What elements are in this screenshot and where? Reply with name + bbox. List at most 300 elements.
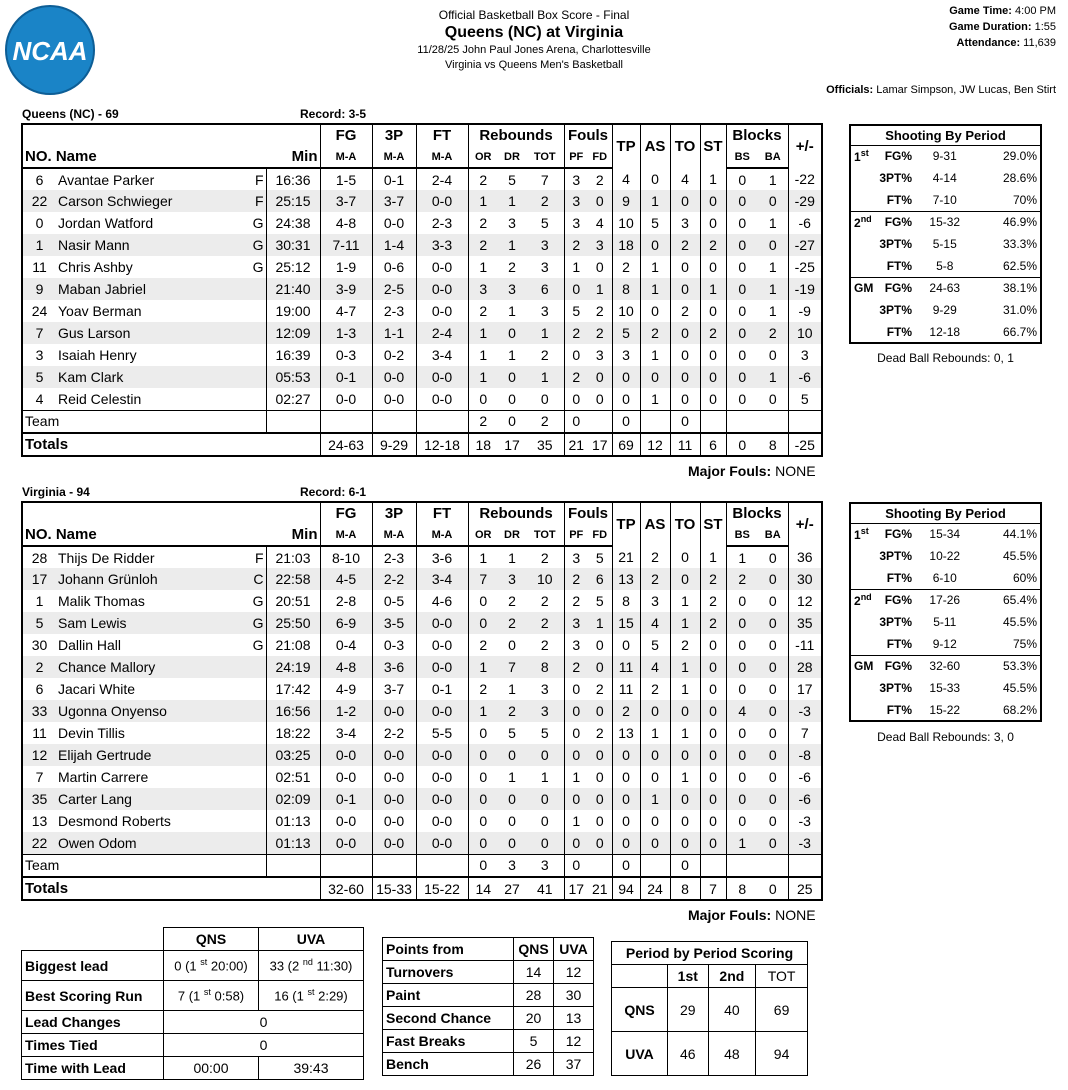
player-number: 33 <box>22 700 56 722</box>
player-minutes: 03:25 <box>266 744 320 766</box>
shooting-stat: 3PT% <box>879 615 913 629</box>
shooting-pct: 28.6% <box>1002 171 1037 185</box>
stat-cell: 0 <box>588 190 612 212</box>
team-row <box>22 410 822 433</box>
stat-cell: 0 <box>468 612 498 634</box>
major-fouls-value: NONE <box>775 463 816 479</box>
stat-cell: 1 <box>726 832 758 854</box>
player-row <box>22 766 822 788</box>
cell <box>758 410 788 433</box>
stat-cell: 0-0 <box>416 810 468 832</box>
shooting-made-attempted: 15-33 <box>929 681 961 695</box>
cell <box>640 854 670 877</box>
game-duration: 1:55 <box>1034 21 1056 33</box>
player-position: F <box>246 190 266 212</box>
player-name: Chris Ashby <box>58 259 133 275</box>
player-row <box>22 546 822 568</box>
stat-cell: 0 <box>726 256 758 278</box>
stat-cell: 2 <box>526 612 564 634</box>
best-run-label: Best Scoring Run <box>22 981 164 1011</box>
player-row <box>22 788 822 810</box>
player-name: Carson Schwieger <box>56 190 246 212</box>
stat-cell: 1 <box>758 366 788 388</box>
stat-cell: 3 <box>540 681 549 697</box>
shooting-period <box>850 189 876 211</box>
stat-cell: 0 <box>726 744 758 766</box>
team2-name: Virginia - 94 <box>22 485 90 499</box>
stat-cell: 3 <box>564 168 588 190</box>
cell <box>372 410 416 433</box>
stat-cell: 4-9 <box>320 678 372 700</box>
stat-cell: 0 <box>508 813 516 829</box>
col-as: AS <box>640 502 670 546</box>
shooting-pct: 60% <box>975 567 1042 589</box>
stat-cell: 0 <box>700 634 726 656</box>
stat-cell: 2 <box>595 171 604 188</box>
team1-major-fouls <box>688 463 816 479</box>
shooting-made-attempted: 4-14 <box>932 171 957 185</box>
player-name: Chance Mallory <box>56 656 246 678</box>
stat-cell: 1 <box>640 722 670 744</box>
stat-cell: 0-6 <box>372 256 416 278</box>
stat-cell: 5-5 <box>416 722 468 744</box>
stat-cell: 5 <box>595 549 604 566</box>
stat-cell: 0 <box>595 637 604 653</box>
player-name: Gus Larson <box>56 322 246 344</box>
totals-cell: 94 <box>612 877 640 900</box>
stat-cell: 1-4 <box>372 234 416 256</box>
stat-cell: 4 <box>612 168 640 190</box>
shooting-pct: 33.3% <box>1002 237 1037 251</box>
stat-cell: 0 <box>726 766 758 788</box>
stat-cell: 3 <box>640 590 670 612</box>
col-3p: 3P <box>372 124 416 146</box>
team2-shooting <box>849 502 1042 722</box>
totals-cell: 21 <box>588 877 612 900</box>
stat-cell: 1 <box>726 546 758 568</box>
stat-cell: 1 <box>768 171 777 188</box>
stat-cell: 0-0 <box>416 788 468 810</box>
stat-cell: 10 <box>612 300 640 322</box>
shooting-row <box>850 633 1041 655</box>
shooting-period: GM <box>854 281 874 296</box>
stat-cell: 0 <box>640 300 670 322</box>
stat-cell: 0 <box>726 300 758 322</box>
summary-col-uva: UVA <box>259 928 364 951</box>
stat-cell: 0 <box>768 593 777 609</box>
player-name: Ugonna Onyenso <box>56 700 246 722</box>
attendance-label: Attendance: <box>956 37 1021 49</box>
header-blank <box>266 502 320 524</box>
col-fg: FG <box>320 124 372 146</box>
period-team: UVA <box>612 1032 668 1076</box>
team2-box <box>21 501 823 901</box>
shooting-stat: 3PT% <box>879 549 913 563</box>
stat-cell: 13 <box>612 568 640 590</box>
col-st: ST <box>700 124 726 168</box>
points-from-qns: 14 <box>514 961 554 984</box>
player-row <box>22 832 822 854</box>
totals-cell: 18 <box>468 433 498 456</box>
stat-cell: 0 <box>612 634 640 656</box>
stat-cell: 0 <box>498 744 526 766</box>
player-minutes: 25:15 <box>266 190 320 212</box>
stat-cell: 1 <box>468 344 498 366</box>
stat-cell: 4-8 <box>320 212 372 234</box>
player-name: Desmond Roberts <box>58 813 171 829</box>
stat-cell: 0 <box>670 744 700 766</box>
col-pf: PF <box>564 146 588 168</box>
stat-cell: 7-11 <box>320 234 372 256</box>
team2-shooting-table <box>849 502 1042 722</box>
stat-cell: 3-4 <box>416 344 468 366</box>
player-position <box>246 322 266 344</box>
team1-box <box>21 123 823 457</box>
stat-cell: 1 <box>640 256 670 278</box>
stat-cell: 0 <box>768 813 777 829</box>
stat-cell: 3-4 <box>320 722 372 744</box>
player-row <box>22 278 822 300</box>
shooting-made-attempted: 15-22 <box>929 702 961 717</box>
stat-cell: 0 <box>564 788 588 810</box>
shooting-row <box>850 611 1041 633</box>
player-number: 3 <box>22 344 56 366</box>
stat-cell: -6 <box>788 366 822 388</box>
stat-cell: 2-3 <box>372 300 416 322</box>
stat-cell: 1 <box>508 769 516 785</box>
cell <box>266 854 320 877</box>
points-from-label: Turnovers <box>383 961 514 984</box>
stat-cell: -6 <box>788 766 822 788</box>
stat-cell: 0 <box>700 722 726 744</box>
game-time: 4:00 PM <box>1015 5 1056 17</box>
stat-cell: 3 <box>564 634 588 656</box>
shooting-pct: 68.2% <box>1002 702 1037 717</box>
stat-cell: 0-0 <box>416 656 468 678</box>
player-row <box>22 388 822 410</box>
totals-cell: 24 <box>640 877 670 900</box>
points-from-title: Points from <box>383 938 514 961</box>
totals-cell: 11 <box>670 433 700 456</box>
stat-cell: -3 <box>788 832 822 854</box>
player-minutes: 22:58 <box>266 568 320 590</box>
team2-box-table <box>21 501 823 901</box>
cell <box>612 965 668 988</box>
col-to: TO <box>670 502 700 546</box>
player-name: Isaiah Henry <box>58 347 137 363</box>
lead-changes-label: Lead Changes <box>22 1011 164 1034</box>
totals-cell: 25 <box>788 877 822 900</box>
stat-cell: 2 <box>700 234 726 256</box>
player-name: Nasir Mann <box>56 234 246 256</box>
shooting-period <box>850 633 876 655</box>
player-row <box>22 700 822 722</box>
player-position: G <box>252 593 264 609</box>
stat-cell: 0 <box>700 788 726 810</box>
stat-cell: 7 <box>540 171 549 188</box>
game-info <box>949 3 1056 51</box>
stat-cell: 0-0 <box>372 810 416 832</box>
player-name: Elijah Gertrude <box>56 744 246 766</box>
player-number: 7 <box>22 322 56 344</box>
team-to: 0 <box>670 854 700 877</box>
stat-cell: 3-7 <box>372 190 416 212</box>
player-number: 11 <box>22 256 56 278</box>
col-tp: TP <box>612 124 640 168</box>
cell <box>700 854 726 877</box>
stat-cell: 0 <box>700 256 726 278</box>
stat-cell: 2-4 <box>416 168 468 190</box>
stat-cell: 5 <box>788 388 822 410</box>
stat-cell: 0 <box>726 590 758 612</box>
shooting-stat: 3PT% <box>879 303 913 317</box>
stat-cell: 2 <box>564 366 588 388</box>
player-name: Carter Lang <box>56 788 246 810</box>
player-row <box>22 656 822 678</box>
points-from-uva: 12 <box>554 961 594 984</box>
player-name: Yoav Berman <box>58 303 142 319</box>
stat-cell: 1 <box>640 278 670 300</box>
player-position: G <box>252 637 264 653</box>
shooting-period: 2nd <box>854 592 872 609</box>
stat-cell: -27 <box>788 234 822 256</box>
cell <box>726 410 758 433</box>
stat-cell: 0-0 <box>320 832 372 854</box>
stat-cell: 0 <box>758 234 788 256</box>
shooting-row <box>850 255 1041 277</box>
game-duration-label: Game Duration: <box>949 21 1032 33</box>
stat-cell: 0 <box>540 813 549 829</box>
shooting-made-attempted: 5-15 <box>932 237 957 251</box>
shooting-pct: 62.5% <box>975 255 1042 277</box>
stat-cell: 0-0 <box>320 766 372 788</box>
header-blank <box>22 502 266 524</box>
col-made-attempted: M-A <box>372 146 416 168</box>
stat-cell: 3-7 <box>372 678 416 700</box>
shooting-stat: FG% <box>884 281 913 296</box>
col-made-attempted: M-A <box>372 524 416 546</box>
stat-cell: 3 <box>468 278 498 300</box>
stat-cell: 6 <box>588 568 612 590</box>
team-dr: 3 <box>498 854 526 877</box>
period-col: TOT <box>756 965 808 988</box>
shooting-stat: FG% <box>884 215 913 230</box>
shooting-period: 1st <box>854 148 869 165</box>
player-row <box>22 722 822 744</box>
col-fg: FG <box>320 502 372 524</box>
stat-cell: 2 <box>726 568 758 590</box>
stat-cell: 0 <box>640 744 670 766</box>
stat-cell: 2-2 <box>372 722 416 744</box>
shooting-row <box>850 321 1041 343</box>
shooting-pct: 44.1% <box>1002 527 1037 542</box>
stat-cell: 0 <box>526 832 564 854</box>
stat-cell: 2 <box>640 568 670 590</box>
stat-cell: 0-0 <box>372 766 416 788</box>
stat-cell: 2 <box>595 725 604 741</box>
major-fouls-label: Major Fouls: <box>688 463 772 479</box>
stat-cell: 2-5 <box>372 278 416 300</box>
stat-cell: 0 <box>508 637 516 653</box>
col-rebounds: Rebounds <box>468 124 564 146</box>
stat-cell: 0 <box>670 788 700 810</box>
period-col: 1st <box>668 965 709 988</box>
stat-cell: 2 <box>640 678 670 700</box>
stat-cell: 1 <box>468 546 498 568</box>
stat-cell: 5 <box>595 593 604 609</box>
col-min: Min <box>266 524 320 546</box>
totals-cell: -25 <box>788 433 822 456</box>
team-row-label: Team <box>22 410 266 433</box>
period-score: 40 <box>708 988 756 1032</box>
player-name: Devin Tillis <box>58 725 125 741</box>
best-run-uva: 16 (1 $^{st}$ 2:29) <box>259 981 364 1011</box>
stat-cell: 1 <box>526 322 564 344</box>
stat-cell: 0 <box>498 366 526 388</box>
player-minutes: 25:12 <box>266 256 320 278</box>
period-score: 29 <box>668 988 709 1032</box>
stat-cell: 0 <box>540 390 549 407</box>
stat-cell: 0 <box>564 678 588 700</box>
stat-cell: 2 <box>640 322 670 344</box>
col-dr: DR <box>498 524 526 546</box>
shooting-period: GM <box>854 659 874 674</box>
points-from-uva: 13 <box>554 1007 594 1030</box>
totals-cell: 7 <box>700 877 726 900</box>
points-from-qns: 20 <box>514 1007 554 1030</box>
shooting-pct: 70% <box>975 189 1042 211</box>
stat-cell: 0 <box>670 546 700 568</box>
game-time-label: Game Time: <box>949 5 1012 17</box>
shooting-stat: FT% <box>876 255 915 277</box>
stat-cell: 0 <box>468 766 498 788</box>
stat-cell: 8 <box>526 656 564 678</box>
stat-cell: 2-2 <box>372 568 416 590</box>
stat-cell: 0 <box>588 656 612 678</box>
major-fouls-label: Major Fouls: <box>688 907 772 923</box>
stat-cell: 0-0 <box>320 810 372 832</box>
stat-cell: -6 <box>788 212 822 234</box>
points-from-label: Fast Breaks <box>383 1030 514 1053</box>
totals-cell: 21 <box>564 433 588 456</box>
player-position: G <box>252 259 264 275</box>
stat-cell: 10 <box>526 568 564 590</box>
stat-cell: 0-0 <box>416 766 468 788</box>
shooting-period <box>850 611 876 633</box>
player-name: Malik Thomas <box>58 593 145 609</box>
stat-cell: -11 <box>788 634 822 656</box>
col-to: TO <box>670 124 700 168</box>
shooting-row <box>850 589 1041 611</box>
period-score: 94 <box>756 1032 808 1076</box>
stat-cell: 0 <box>700 744 726 766</box>
stat-cell: 0 <box>612 388 640 410</box>
player-position: G <box>252 215 264 231</box>
stat-cell: 1 <box>588 612 612 634</box>
stat-cell: 5 <box>612 322 640 344</box>
game-venue: 11/28/25 John Paul Jones Arena, Charlottesville <box>417 44 651 56</box>
stat-cell: 0 <box>768 347 777 363</box>
stat-cell: 1 <box>640 190 670 212</box>
totals-cell: 69 <box>612 433 640 456</box>
stat-cell: 1 <box>670 590 700 612</box>
shooting-made-attempted: 15-34 <box>929 527 961 542</box>
shooting-stat: FT% <box>886 324 913 339</box>
player-row <box>22 678 822 700</box>
player-row <box>22 634 822 656</box>
stat-cell: -19 <box>788 278 822 300</box>
shooting-made-attempted: 7-10 <box>915 189 974 211</box>
shooting-stat: 3PT% <box>879 171 913 185</box>
player-name: Thijs De Ridder <box>58 549 155 566</box>
player-row <box>22 744 822 766</box>
player-number: 35 <box>22 788 56 810</box>
col-fd: FD <box>588 524 612 546</box>
totals-cell: 6 <box>700 433 726 456</box>
stat-cell: 2-3 <box>416 212 468 234</box>
player-position <box>246 744 266 766</box>
stat-cell: 1 <box>508 347 516 363</box>
stat-cell: 2 <box>564 656 588 678</box>
shooting-row <box>850 677 1041 699</box>
stat-cell: 3 <box>564 612 588 634</box>
player-minutes: 18:22 <box>266 722 320 744</box>
col-no-name: NO. Name <box>22 524 266 546</box>
stat-cell: 1 <box>468 256 498 278</box>
stat-cell: 3 <box>526 700 564 722</box>
col-ba: BA <box>758 524 788 546</box>
player-minutes: 16:36 <box>266 168 320 190</box>
stat-cell: 0 <box>758 190 788 212</box>
stat-cell: 9 <box>612 190 640 212</box>
stat-cell: 13 <box>612 722 640 744</box>
totals-cell: 0 <box>758 877 788 900</box>
stat-cell: 3 <box>595 347 604 363</box>
totals-cell: 24-63 <box>320 433 372 456</box>
stat-cell: 0 <box>726 388 758 410</box>
shooting-row <box>850 277 1041 299</box>
stat-cell: 0 <box>700 832 726 854</box>
points-from-row <box>383 1007 594 1030</box>
stat-cell: 0-1 <box>320 366 372 388</box>
stat-cell: 1 <box>468 700 498 722</box>
stat-cell: 1 <box>758 278 788 300</box>
player-minutes: 01:13 <box>266 832 320 854</box>
player-number: 22 <box>22 190 56 212</box>
totals-cell: 27 <box>498 877 526 900</box>
team1-shooting-table <box>849 124 1042 344</box>
stat-cell: 0 <box>588 832 612 854</box>
col-plus-minus: +/- <box>788 124 822 168</box>
stat-cell: 0 <box>564 700 588 722</box>
stat-cell: 0 <box>726 678 758 700</box>
stat-cell: 1 <box>768 215 777 231</box>
col-made-attempted: M-A <box>416 524 468 546</box>
shooting-stat: FT% <box>876 633 915 655</box>
player-number: 9 <box>22 278 56 300</box>
officials-label: Officials: <box>826 84 874 96</box>
stat-cell: 1-2 <box>320 700 372 722</box>
stat-cell: 0 <box>564 388 588 410</box>
player-position <box>246 678 266 700</box>
time-with-lead-uva: 39:43 <box>259 1057 364 1080</box>
col-tot: TOT <box>526 146 564 168</box>
shooting-made-attempted: 9-29 <box>932 303 957 317</box>
stat-cell: 0 <box>588 366 612 388</box>
stat-cell: 0 <box>700 766 726 788</box>
stat-cell: 2 <box>468 212 498 234</box>
shooting-pct: 46.9% <box>1002 215 1037 230</box>
